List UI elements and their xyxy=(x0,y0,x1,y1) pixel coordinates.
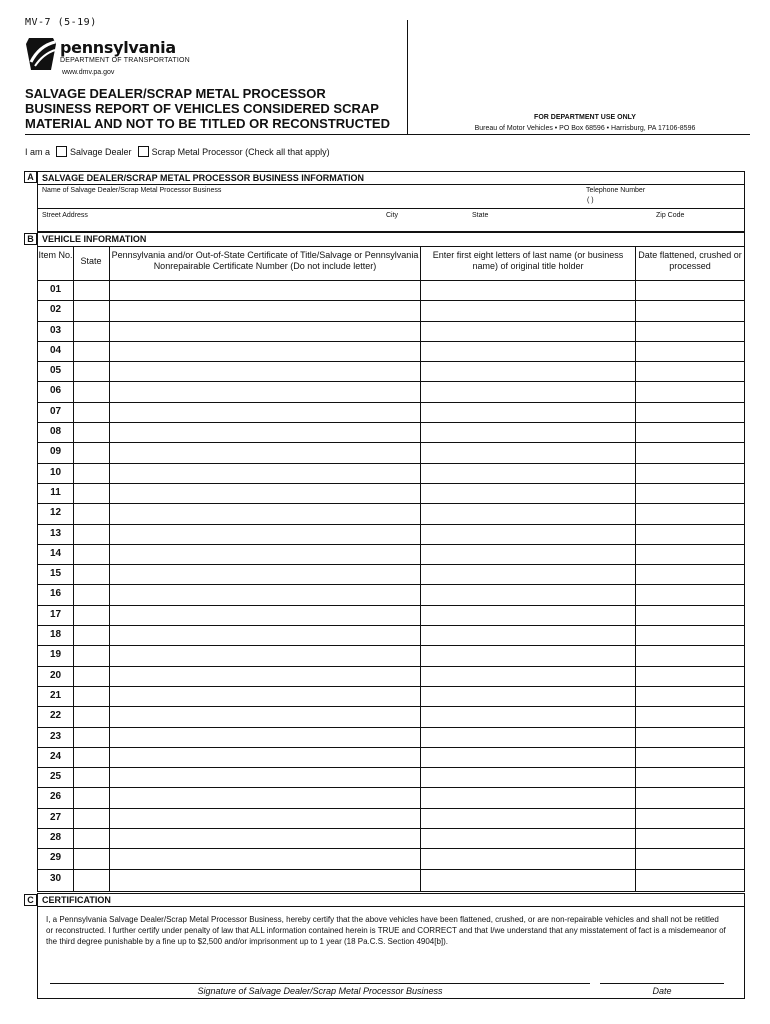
row-item-number: 27 xyxy=(49,811,62,823)
table-row xyxy=(38,342,744,362)
certificate-cell[interactable] xyxy=(110,829,421,848)
state-cell[interactable] xyxy=(73,748,109,767)
certificate-cell[interactable] xyxy=(110,707,421,726)
table-row xyxy=(38,382,744,402)
certificate-cell[interactable] xyxy=(110,403,421,422)
state-cell[interactable] xyxy=(73,768,109,787)
col-divider-date xyxy=(635,247,636,891)
last-name-cell[interactable] xyxy=(421,342,635,361)
row-item-number: 16 xyxy=(49,588,62,600)
section-b xyxy=(37,232,745,892)
salvage-dealer-checkbox[interactable] xyxy=(56,146,67,157)
row-item-number: 25 xyxy=(49,771,62,783)
row-item-number: 13 xyxy=(49,527,62,539)
section-b-heading: VEHICLE INFORMATION xyxy=(42,234,147,244)
last-name-cell[interactable] xyxy=(421,281,635,300)
table-row xyxy=(38,545,744,565)
last-name-cell[interactable] xyxy=(421,809,635,828)
date-field[interactable] xyxy=(600,966,724,983)
state-cell[interactable] xyxy=(73,849,109,868)
col-item-header: Item No. xyxy=(38,250,73,260)
certificate-cell[interactable] xyxy=(110,504,421,523)
signature-field[interactable] xyxy=(50,966,590,983)
table-row xyxy=(38,423,744,443)
table-row xyxy=(38,728,744,748)
certificate-cell[interactable] xyxy=(110,464,421,483)
row-item-number: 28 xyxy=(49,832,62,844)
state-label: State xyxy=(472,212,489,219)
last-name-cell[interactable] xyxy=(421,849,635,868)
state-cell[interactable] xyxy=(73,464,109,483)
table-row xyxy=(38,788,744,808)
table-row xyxy=(38,870,744,890)
table-row xyxy=(38,565,744,585)
date-cell[interactable] xyxy=(636,423,744,442)
date-label: Date xyxy=(652,986,672,996)
title-line-2: BUSINESS REPORT OF VEHICLES CONSIDERED SCRAP xyxy=(25,101,379,116)
row-item-number: 17 xyxy=(49,608,62,620)
row-item-number: 21 xyxy=(49,689,62,701)
date-cell[interactable] xyxy=(636,443,744,462)
date-cell[interactable] xyxy=(636,707,744,726)
certificate-cell[interactable] xyxy=(110,748,421,767)
last-name-cell[interactable] xyxy=(421,606,635,625)
date-cell[interactable] xyxy=(636,728,744,747)
table-row xyxy=(38,849,744,869)
business-name-label: Name of Salvage Dealer/Scrap Metal Processor Business xyxy=(42,187,222,194)
table-row xyxy=(38,362,744,382)
state-cell[interactable] xyxy=(73,646,109,665)
logo-name: pennsylvania xyxy=(60,38,176,57)
date-cell[interactable] xyxy=(636,606,744,625)
date-cell[interactable] xyxy=(636,281,744,300)
date-cell[interactable] xyxy=(636,484,744,503)
row-item-number: 30 xyxy=(49,872,62,884)
state-cell[interactable] xyxy=(73,707,109,726)
last-name-cell[interactable] xyxy=(421,768,635,787)
section-a xyxy=(37,171,745,232)
title-line-3: MATERIAL AND NOT TO BE TITLED OR RECONSTRUCTED xyxy=(25,116,390,131)
table-row xyxy=(38,504,744,524)
telephone-parens: ( ) xyxy=(587,197,594,204)
last-name-cell[interactable] xyxy=(421,748,635,767)
certificate-cell[interactable] xyxy=(110,525,421,544)
certificate-cell[interactable] xyxy=(110,484,421,503)
street-field[interactable] xyxy=(38,209,378,231)
section-c-letter: C xyxy=(24,894,37,906)
certificate-cell[interactable] xyxy=(110,728,421,747)
certificate-cell[interactable] xyxy=(110,423,421,442)
table-row xyxy=(38,768,744,788)
last-name-cell[interactable] xyxy=(421,585,635,604)
date-cell[interactable] xyxy=(636,768,744,787)
certificate-cell[interactable] xyxy=(110,809,421,828)
certificate-cell[interactable] xyxy=(110,545,421,564)
date-cell[interactable] xyxy=(636,322,744,341)
section-b-letter: B xyxy=(24,233,37,245)
col-divider-state xyxy=(73,247,74,891)
last-name-cell[interactable] xyxy=(421,707,635,726)
last-name-cell[interactable] xyxy=(421,443,635,462)
row-item-number: 09 xyxy=(49,446,62,458)
last-name-cell[interactable] xyxy=(421,545,635,564)
table-row xyxy=(38,646,744,666)
state-cell[interactable] xyxy=(73,362,109,381)
section-c-heading: CERTIFICATION xyxy=(42,895,111,905)
date-cell[interactable] xyxy=(636,525,744,544)
row-item-number: 26 xyxy=(49,791,62,803)
state-cell[interactable] xyxy=(73,525,109,544)
date-cell[interactable] xyxy=(636,565,744,584)
state-cell[interactable] xyxy=(73,403,109,422)
state-cell[interactable] xyxy=(73,423,109,442)
row-item-number: 06 xyxy=(49,385,62,397)
date-cell[interactable] xyxy=(636,788,744,807)
certificate-cell[interactable] xyxy=(110,646,421,665)
date-cell[interactable] xyxy=(636,585,744,604)
state-cell[interactable] xyxy=(73,788,109,807)
last-name-cell[interactable] xyxy=(421,382,635,401)
row-item-number: 18 xyxy=(49,629,62,641)
row-item-number: 12 xyxy=(49,507,62,519)
last-name-cell[interactable] xyxy=(421,626,635,645)
certificate-cell[interactable] xyxy=(110,687,421,706)
table-row xyxy=(38,525,744,545)
state-cell[interactable] xyxy=(73,545,109,564)
row-item-number: 19 xyxy=(49,649,62,661)
certificate-cell[interactable] xyxy=(110,382,421,401)
certificate-cell[interactable] xyxy=(110,322,421,341)
state-cell[interactable] xyxy=(73,504,109,523)
state-cell[interactable] xyxy=(73,809,109,828)
state-cell[interactable] xyxy=(73,585,109,604)
signature-label: Signature of Salvage Dealer/Scrap Metal Processor Business xyxy=(197,986,443,996)
penndot-logo xyxy=(25,36,195,80)
row-item-number: 23 xyxy=(49,730,62,742)
last-name-cell[interactable] xyxy=(421,788,635,807)
certificate-cell[interactable] xyxy=(110,342,421,361)
salvage-dealer-label: Salvage Dealer xyxy=(70,146,132,157)
certificate-cell[interactable] xyxy=(110,849,421,868)
col-divider-certificate xyxy=(109,247,110,891)
state-cell[interactable] xyxy=(73,565,109,584)
city-label: City xyxy=(386,212,399,219)
table-row xyxy=(38,687,744,707)
last-name-cell[interactable] xyxy=(421,484,635,503)
state-cell[interactable] xyxy=(73,322,109,341)
col-date-header: Date flattened, crushed or processed xyxy=(638,250,742,271)
form-title xyxy=(25,86,410,131)
date-cell[interactable] xyxy=(636,342,744,361)
title-underline xyxy=(25,134,408,135)
department-use-heading: FOR DEPARTMENT USE ONLY xyxy=(534,114,636,121)
table-row xyxy=(38,464,744,484)
row-item-number: 08 xyxy=(49,426,62,438)
date-cell[interactable] xyxy=(636,382,744,401)
keystone-logo-icon xyxy=(25,36,57,72)
row-item-number: 07 xyxy=(49,405,62,417)
form-code: MV-7 (5-19) xyxy=(25,17,97,28)
table-row xyxy=(38,403,744,423)
state-cell[interactable] xyxy=(73,728,109,747)
row-item-number: 03 xyxy=(49,324,62,336)
certificate-cell[interactable] xyxy=(110,870,421,890)
col-state-header: State xyxy=(80,256,102,266)
row-item-number: 14 xyxy=(49,547,62,559)
vehicle-table-body xyxy=(38,281,744,890)
date-cell[interactable] xyxy=(636,545,744,564)
state-cell[interactable] xyxy=(73,606,109,625)
row-item-number: 11 xyxy=(50,486,61,498)
department-underline xyxy=(408,134,750,135)
table-row xyxy=(38,829,744,849)
certificate-cell[interactable] xyxy=(110,768,421,787)
table-row xyxy=(38,606,744,626)
state-cell[interactable] xyxy=(73,382,109,401)
certificate-cell[interactable] xyxy=(110,362,421,381)
state-cell[interactable] xyxy=(73,626,109,645)
date-cell[interactable] xyxy=(636,362,744,381)
section-b-header xyxy=(38,233,744,247)
date-cell[interactable] xyxy=(636,687,744,706)
state-cell[interactable] xyxy=(73,870,109,890)
date-cell[interactable] xyxy=(636,403,744,422)
row-item-number: 22 xyxy=(49,710,62,722)
section-a-header xyxy=(38,172,744,185)
last-name-cell[interactable] xyxy=(421,728,635,747)
scrap-processor-label: Scrap Metal Processor (Check all that apply) xyxy=(151,146,330,157)
business-name-field[interactable] xyxy=(38,186,578,208)
zip-field[interactable] xyxy=(650,209,744,231)
col-certificate-header: Pennsylvania and/or Out-of-State Certificate of Title/Salvage or Pennsylvania Nonrepairable Certificate Number (Do not include letter) xyxy=(111,250,419,271)
row-item-number: 01 xyxy=(49,284,62,295)
date-cell[interactable] xyxy=(636,667,744,686)
last-name-cell[interactable] xyxy=(421,322,635,341)
certificate-cell[interactable] xyxy=(110,585,421,604)
date-cell[interactable] xyxy=(636,809,744,828)
section-c-header xyxy=(38,894,744,907)
department-address: Bureau of Motor Vehicles • PO Box 68596 • Harrisburg, PA 17106-8596 xyxy=(474,125,696,132)
last-name-cell[interactable] xyxy=(421,362,635,381)
last-name-cell[interactable] xyxy=(421,565,635,584)
zip-label: Zip Code xyxy=(656,212,685,219)
date-cell[interactable] xyxy=(636,301,744,320)
signature-line xyxy=(50,983,590,984)
table-row xyxy=(38,707,744,727)
row-item-number: 10 xyxy=(49,466,62,478)
certificate-cell[interactable] xyxy=(110,606,421,625)
col-divider-last-name xyxy=(420,247,421,891)
last-name-cell[interactable] xyxy=(421,464,635,483)
state-cell[interactable] xyxy=(73,667,109,686)
table-row xyxy=(38,301,744,321)
state-cell[interactable] xyxy=(73,687,109,706)
vehicle-table xyxy=(38,247,744,890)
logo-website: www.dmv.pa.gov xyxy=(62,69,115,76)
last-name-cell[interactable] xyxy=(421,667,635,686)
last-name-cell[interactable] xyxy=(421,870,635,890)
date-cell[interactable] xyxy=(636,849,744,868)
certificate-cell[interactable] xyxy=(110,301,421,320)
date-cell[interactable] xyxy=(636,646,744,665)
telephone-label: Telephone Number xyxy=(586,187,646,194)
date-cell[interactable] xyxy=(636,626,744,645)
section-a-heading: SALVAGE DEALER/SCRAP METAL PROCESSOR BUSINESS INFORMATION xyxy=(42,173,365,183)
row-item-number: 05 xyxy=(49,365,62,377)
table-row xyxy=(38,626,744,646)
last-name-cell[interactable] xyxy=(421,525,635,544)
state-cell[interactable] xyxy=(73,301,109,320)
table-row xyxy=(38,667,744,687)
scrap-processor-checkbox[interactable] xyxy=(138,146,149,157)
certificate-cell[interactable] xyxy=(110,626,421,645)
last-name-cell[interactable] xyxy=(421,646,635,665)
row-item-number: 15 xyxy=(49,568,62,580)
last-name-cell[interactable] xyxy=(421,423,635,442)
table-row xyxy=(38,585,744,605)
business-type-row xyxy=(25,146,330,157)
last-name-cell[interactable] xyxy=(421,687,635,706)
date-cell[interactable] xyxy=(636,504,744,523)
last-name-cell[interactable] xyxy=(421,403,635,422)
telephone-field[interactable] xyxy=(583,186,744,208)
certificate-cell[interactable] xyxy=(110,667,421,686)
date-cell[interactable] xyxy=(636,829,744,848)
last-name-cell[interactable] xyxy=(421,504,635,523)
title-line-1: SALVAGE DEALER/SCRAP METAL PROCESSOR xyxy=(25,86,326,101)
col-last-name-header: Enter first eight letters of last name (or business name) of original title holder xyxy=(432,250,624,271)
date-cell[interactable] xyxy=(636,748,744,767)
table-row xyxy=(38,748,744,768)
date-line xyxy=(600,983,724,984)
table-row xyxy=(38,322,744,342)
table-row xyxy=(38,809,744,829)
state-cell[interactable] xyxy=(73,443,109,462)
table-row xyxy=(38,281,744,301)
section-a-letter: A xyxy=(24,171,37,183)
row-item-number: 29 xyxy=(49,852,62,864)
certificate-cell[interactable] xyxy=(110,443,421,462)
state-cell[interactable] xyxy=(73,484,109,503)
state-cell[interactable] xyxy=(73,281,109,300)
date-cell[interactable] xyxy=(636,464,744,483)
i-am-label: I am a xyxy=(25,146,51,157)
certificate-cell[interactable] xyxy=(110,788,421,807)
row-item-number: 20 xyxy=(49,669,62,681)
certification-text: I, a Pennsylvania Salvage Dealer/Scrap Metal Processor Business, hereby certify that the above vehicles have been flattened, crushed, or are non-repairable vehicles and shall not be retitled or reconstructed. I further certify under penalty of law that ALL information contained herein is TRUE and CORRECT and that I/we understand that any misstatement of fact is a misdemeanor of the third degree punishable by a fine up to $2,500 and/or imprisonment up to 1 year (18 Pa.C.S. Section 4904[b]). xyxy=(46,915,726,946)
street-label: Street Address xyxy=(42,212,88,219)
last-name-cell[interactable] xyxy=(421,301,635,320)
section-c xyxy=(37,893,745,999)
table-row xyxy=(38,443,744,463)
date-cell[interactable] xyxy=(636,870,744,890)
state-cell[interactable] xyxy=(73,342,109,361)
row-item-number: 02 xyxy=(49,304,62,316)
city-field[interactable] xyxy=(380,209,468,231)
certificate-cell[interactable] xyxy=(110,281,421,300)
last-name-cell[interactable] xyxy=(421,829,635,848)
row-item-number: 04 xyxy=(49,344,62,356)
state-field[interactable] xyxy=(468,209,648,231)
logo-department: DEPARTMENT OF TRANSPORTATION xyxy=(60,57,190,64)
table-row xyxy=(38,484,744,504)
state-cell[interactable] xyxy=(73,829,109,848)
row-item-number: 24 xyxy=(49,750,62,762)
certificate-cell[interactable] xyxy=(110,565,421,584)
vehicle-table-header xyxy=(38,247,744,281)
